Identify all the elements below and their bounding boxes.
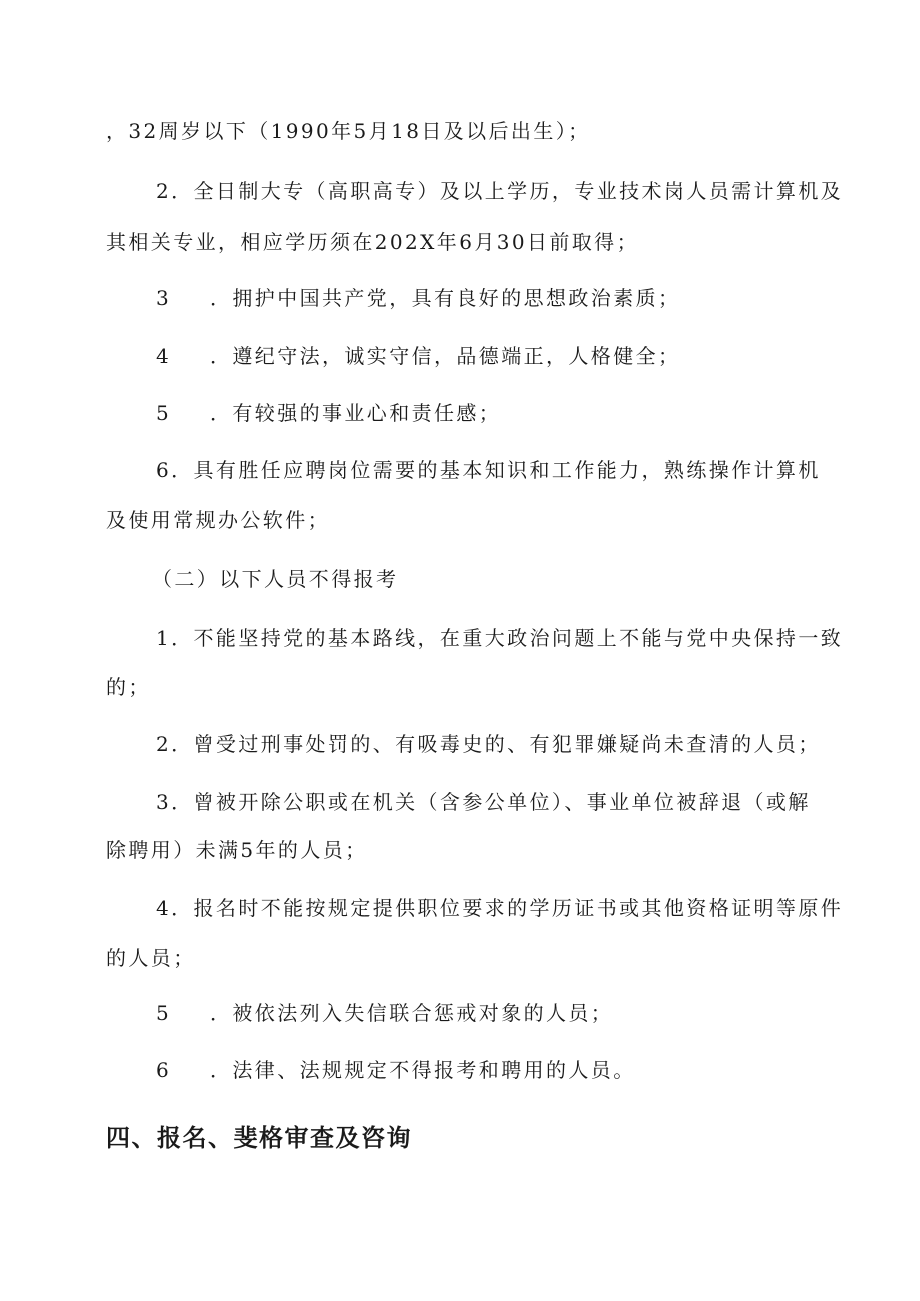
text-line: 的； — [106, 675, 151, 699]
text-line: 其相关专业，相应学历须在202X年6月30日前取得； — [106, 230, 639, 254]
text-line — [0, 400, 920, 426]
item-number: 5 — [156, 1001, 172, 1025]
section-heading: 四、报名、斐格审查及咨询 — [106, 1124, 412, 1152]
text-line — [0, 285, 920, 311]
text-line: ，32周岁以下（1990年5月18日及以后出生）； — [106, 119, 591, 143]
item-text: ．遵纪守法，诚实守信，品德端正，人格健全； — [210, 344, 681, 368]
text-line — [0, 343, 920, 369]
text-line: 及使用常规办公软件； — [106, 508, 330, 532]
item-number: 5 — [156, 401, 172, 425]
text-line: 的人员； — [106, 946, 196, 970]
subsection-heading: （二）以下人员不得报考 — [152, 567, 399, 591]
item-text: ．法律、法规规定不得报考和聘用的人员。 — [210, 1058, 636, 1082]
text-line: 2．曾受过刑事处罚的、有吸毒史的、有犯罪嫌疑尚未查清的人员； — [156, 732, 821, 756]
item-text: ．拥护中国共产党，具有良好的思想政治素质； — [210, 286, 681, 310]
text-line: 6．具有胜任应聘岗位需要的基本知识和工作能力，熟练操作计算机 — [156, 458, 821, 482]
item-number: 3 — [156, 286, 172, 310]
text-line: 2．全日制大专（高职高专）及以上学历，专业技术岗人员需计算机及 — [156, 179, 844, 203]
item-text: ．有较强的事业心和责任感； — [210, 401, 502, 425]
item-number: 4 — [156, 344, 172, 368]
text-line: 4．报名时不能按规定提供职位要求的学历证书或其他资格证明等原件 — [156, 896, 844, 920]
item-number: 6 — [156, 1058, 172, 1082]
text-line — [0, 1057, 920, 1083]
text-line: 除聘用）未满5年的人员； — [106, 838, 368, 862]
item-text: ．被依法列入失信联合惩戒对象的人员； — [210, 1001, 614, 1025]
text-line: 3．曾被开除公职或在机关（含参公单位）、事业单位被辞退（或解 — [156, 790, 811, 814]
text-line: 1．不能坚持党的基本路线，在重大政治问题上不能与党中央保持一致 — [156, 626, 844, 650]
text-line — [0, 1000, 920, 1026]
